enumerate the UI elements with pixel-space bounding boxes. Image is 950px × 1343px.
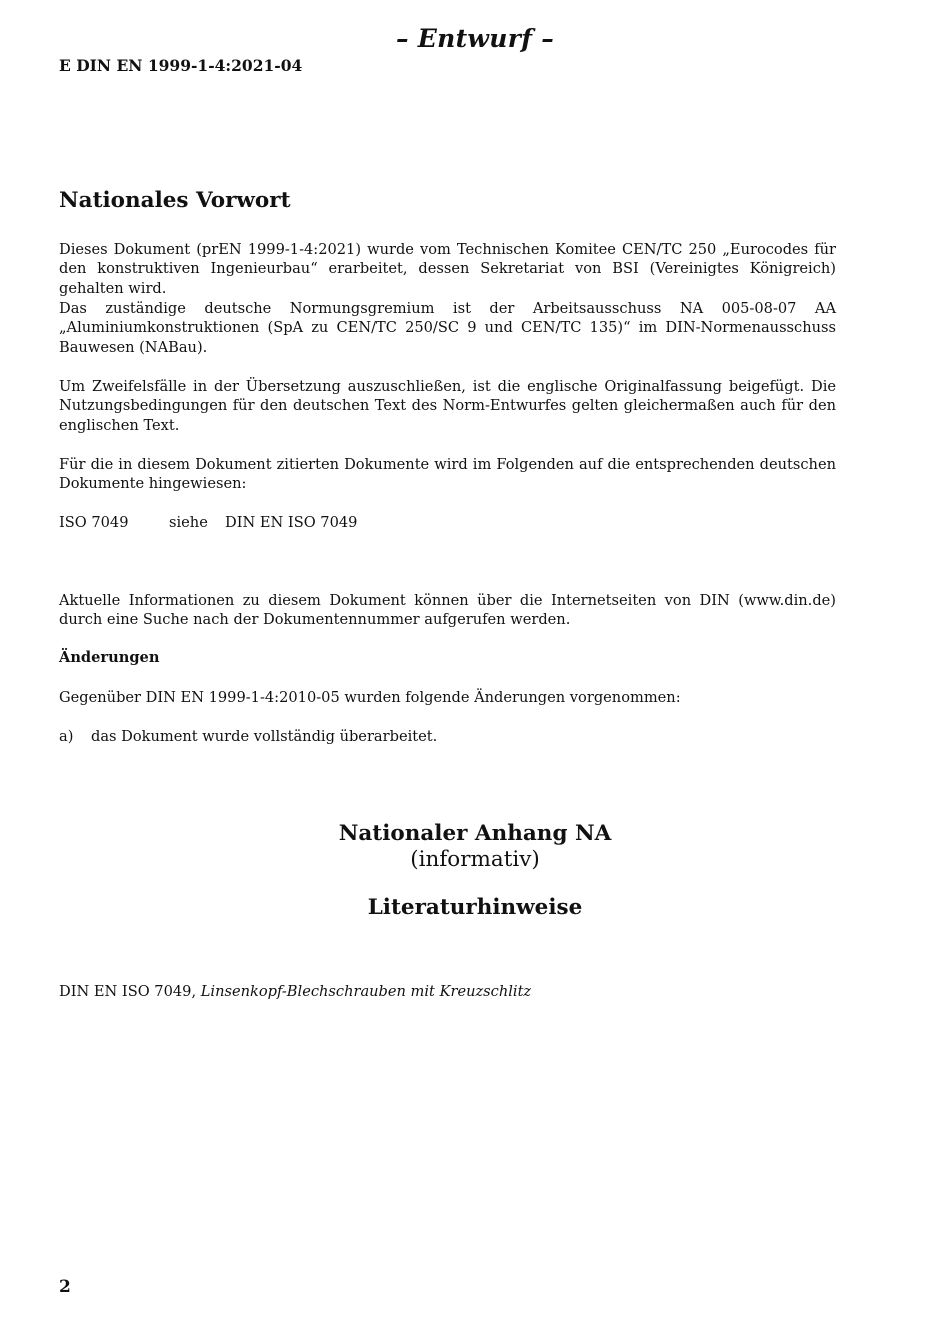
literature-heading: Literaturhinweise [367, 895, 583, 920]
literature-title: Linsenkopf-Blechschrauben mit Kreuzschlitz [200, 983, 532, 1000]
annex-title: Nationaler Anhang NA [338, 821, 612, 846]
changes-intro: Gegenüber DIN EN 1999-1-4:2010-05 wurden folgende Änderungen vorgenommen: [59, 689, 681, 706]
literature-ref: DIN EN ISO 7049, [59, 983, 197, 1000]
foreword-paragraph: Das zuständige deutsche Normungsgremium ist der Arbeitsausschuss NA 005-08-07 AA „Aluminiumkonstruktionen (SpA zu CEN/TC 250/SC 9 und CEN/TC 135)“ im DIN-Normenausschuss Bauwesen (NABau). [59, 300, 836, 356]
reference-din: DIN EN ISO 7049 [225, 514, 358, 531]
foreword-paragraph: Um Zweifelsfälle in der Übersetzung auszuschließen, ist die englische Originalfassung beigefügt. Die Nutzungsbedingungen für den deutschen Text des Norm-Entwurfes gelten gleichermaßen auch für den englischen Text. [59, 378, 836, 434]
document-id: E DIN EN 1999-1-4:2021-04 [59, 56, 303, 75]
foreword-paragraph: Für die in diesem Dokument zitierten Dokumente wird im Folgenden auf die entsprechenden deutschen Dokumente hingewiesen: [59, 456, 836, 493]
list-item-text: das Dokument wurde vollständig überarbeitet. [91, 728, 438, 745]
reference-see: siehe [169, 514, 208, 531]
page-number: 2 [59, 1277, 71, 1297]
changes-heading: Änderungen [59, 649, 160, 666]
annex-subtitle: (informativ) [410, 847, 540, 872]
literature-entry [59, 982, 531, 1001]
list-item-label: a) [59, 728, 74, 745]
reference-iso: ISO 7049 [59, 514, 129, 531]
foreword-paragraph: Dieses Dokument (prEN 1999-1-4:2021) wurde vom Technischen Komitee CEN/TC 250 „Eurocodes für den konstruktiven Ingenieurbau“ erarbeitet, dessen Sekretariat von BSI (Vereinigtes Königreich) gehalten wird. [59, 241, 836, 297]
draft-mark: – Entwurf – [395, 24, 555, 53]
info-paragraph: Aktuelle Informationen zu diesem Dokument können über die Internetseiten von DIN (www.din.de) durch eine Suche nach der Dokumentennummer aufgerufen werden. [59, 592, 836, 629]
national-foreword-heading: Nationales Vorwort [59, 188, 291, 213]
